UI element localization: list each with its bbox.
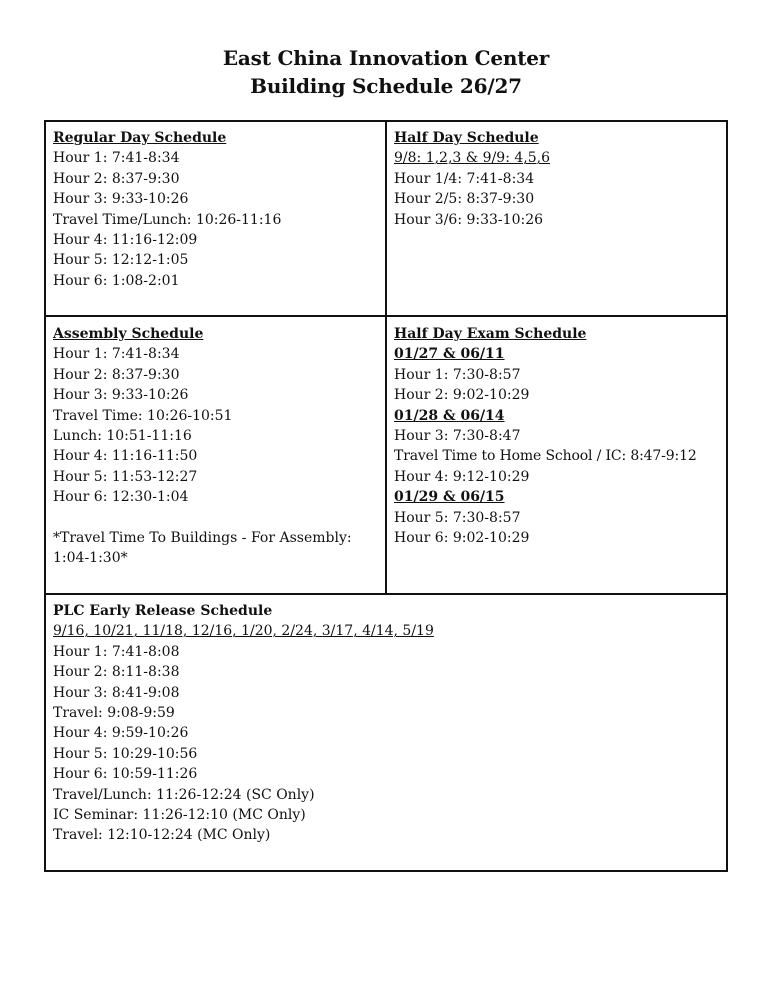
exam-line: Hour 1: 7:30-8:57 bbox=[394, 366, 521, 383]
exam-heading: Half Day Exam Schedule bbox=[394, 326, 587, 342]
document-title: East China Innovation Center bbox=[222, 46, 550, 70]
regular-day-schedule-cell bbox=[46, 123, 385, 316]
plc-line: Hour 3: 8:41-9:08 bbox=[53, 684, 180, 701]
exam-day-dates: 01/29 & 06/15 bbox=[394, 489, 505, 506]
plc-line: Travel: 9:08-9:59 bbox=[53, 705, 175, 722]
half-day-line: Hour 1/4: 7:41-8:34 bbox=[394, 170, 535, 187]
regular-line: Hour 6: 1:08-2:01 bbox=[53, 272, 180, 289]
half-day-schedule-cell bbox=[387, 123, 726, 316]
exam-line: Hour 6: 9:02-10:29 bbox=[394, 530, 530, 547]
assembly-line: Lunch: 10:51-11:16 bbox=[53, 428, 192, 445]
plc-early-release-schedule-cell bbox=[46, 596, 726, 870]
assembly-line: Travel Time: 10:26-10:51 bbox=[53, 407, 233, 424]
exam-line: Hour 4: 9:12-10:29 bbox=[394, 468, 530, 485]
plc-dates: 9/16, 10/21, 11/18, 12/16, 1/20, 2/24, 3/17, 4/14, 5/19 bbox=[53, 623, 434, 640]
assembly-line: Hour 2: 8:37-9:30 bbox=[53, 366, 180, 383]
exam-line: Hour 3: 7:30-8:47 bbox=[394, 428, 521, 445]
plc-line: Hour 5: 10:29-10:56 bbox=[53, 745, 198, 762]
plc-heading: PLC Early Release Schedule bbox=[53, 603, 273, 619]
assembly-line: Hour 4: 11:16-11:50 bbox=[53, 448, 198, 465]
plc-line: Hour 1: 7:41-8:08 bbox=[53, 643, 180, 660]
regular-line: Travel Time/Lunch: 10:26-11:16 bbox=[53, 211, 282, 228]
half-day-line: Hour 2/5: 8:37-9:30 bbox=[394, 191, 535, 208]
half-day-line: Hour 3/6: 9:33-10:26 bbox=[394, 211, 544, 228]
assembly-heading: Assembly Schedule bbox=[53, 326, 204, 342]
exam-day-dates: 01/28 & 06/14 bbox=[394, 407, 505, 424]
regular-line: Hour 3: 9:33-10:26 bbox=[53, 191, 189, 208]
assembly-line: Hour 5: 11:53-12:27 bbox=[53, 468, 198, 485]
spacer bbox=[53, 508, 385, 528]
plc-line: Hour 2: 8:11-8:38 bbox=[53, 664, 180, 681]
half-day-dates: 9/8: 1,2,3 & 9/9: 4,5,6 bbox=[394, 150, 551, 167]
plc-line: Hour 4: 9:59-10:26 bbox=[53, 725, 189, 742]
assembly-travel-note: *Travel Time To Buildings - For Assembly: 1:04-1:30* bbox=[53, 530, 352, 567]
assembly-line: Hour 3: 9:33-10:26 bbox=[53, 387, 189, 404]
exam-line: Hour 2: 9:02-10:29 bbox=[394, 387, 530, 404]
assembly-line: Hour 1: 7:41-8:34 bbox=[53, 346, 180, 363]
half-day-heading: Half Day Schedule bbox=[394, 130, 539, 146]
assembly-line: Hour 6: 12:30-1:04 bbox=[53, 489, 189, 506]
plc-line: Travel: 12:10-12:24 (MC Only) bbox=[53, 827, 271, 844]
regular-line: Hour 5: 12:12-1:05 bbox=[53, 252, 189, 269]
regular-line: Hour 2: 8:37-9:30 bbox=[53, 170, 180, 187]
regular-line: Hour 1: 7:41-8:34 bbox=[53, 150, 180, 167]
document-subtitle: Building Schedule 26/27 bbox=[250, 74, 522, 98]
plc-line: Hour 6: 10:59-11:26 bbox=[53, 766, 198, 783]
exam-day-dates: 01/27 & 06/11 bbox=[394, 346, 505, 363]
exam-line: Hour 5: 7:30-8:57 bbox=[394, 509, 521, 526]
regular-day-heading: Regular Day Schedule bbox=[53, 130, 227, 146]
half-day-exam-schedule-cell bbox=[387, 319, 726, 594]
regular-line: Hour 4: 11:16-12:09 bbox=[53, 232, 198, 249]
plc-line: Travel/Lunch: 11:26-12:24 (SC Only) bbox=[53, 786, 315, 803]
assembly-schedule-cell bbox=[46, 319, 385, 594]
exam-line: Travel Time to Home School / IC: 8:47-9:12 bbox=[394, 448, 697, 465]
plc-line: IC Seminar: 11:26-12:10 (MC Only) bbox=[53, 807, 306, 824]
